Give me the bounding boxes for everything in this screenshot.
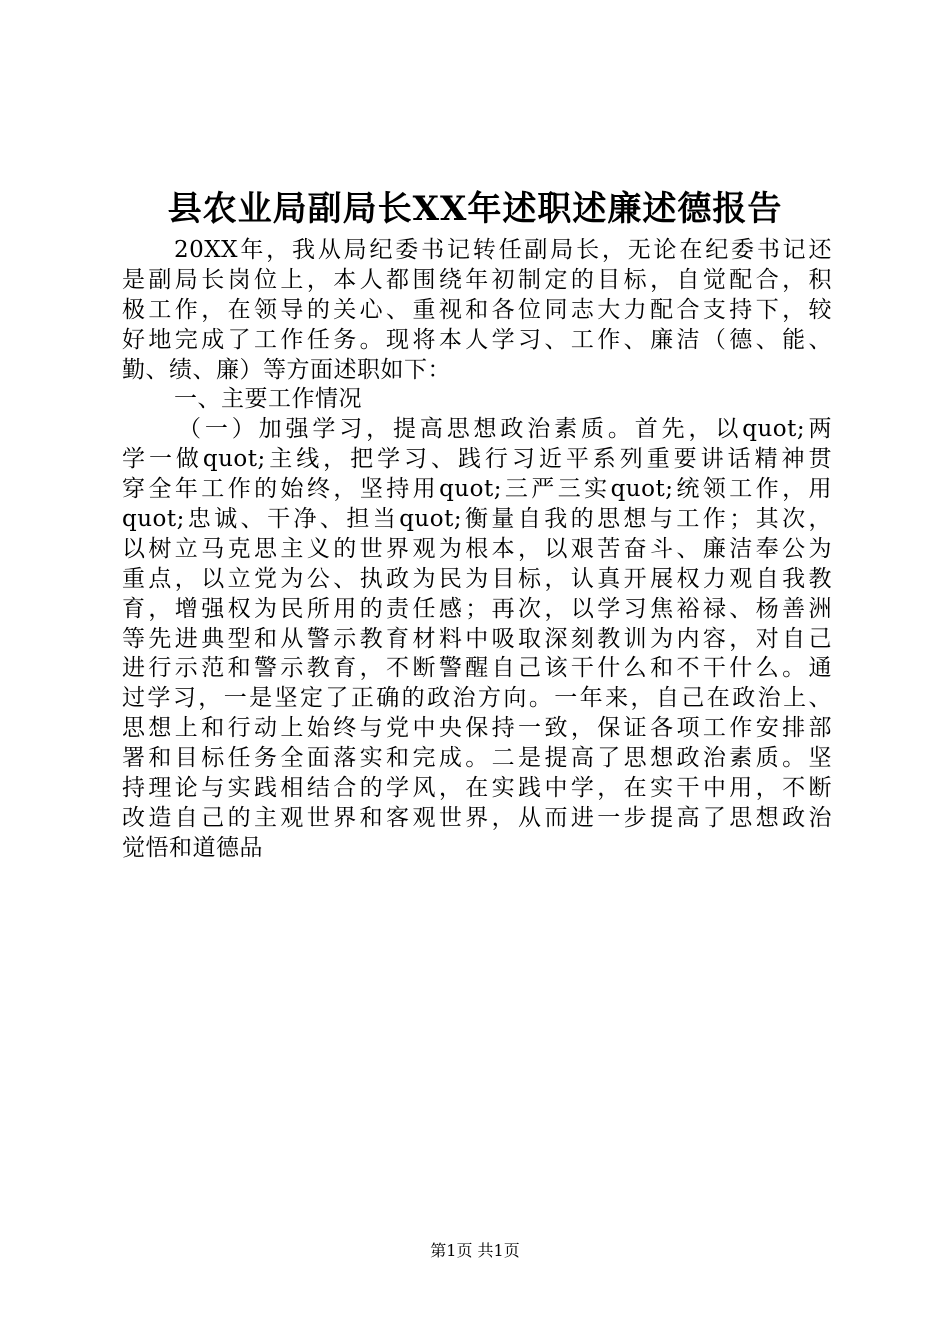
text-line: 重点，以立党为公、执政为民为目标，认真开展权力观自我教 xyxy=(122,565,832,592)
page-footer: 第1页 共1页 xyxy=(430,1241,520,1260)
text-line: 学一做quot;主线，把学习、践行习近平系列重要讲话精神贯 xyxy=(122,446,832,473)
text-line: 思想上和行动上始终与党中央保持一致，保证各项工作安排部 xyxy=(122,715,832,742)
text-line: 以树立马克思主义的世界观为根本，以艰苦奋斗、廉洁奉公为 xyxy=(122,535,832,562)
section-heading: 一、主要工作情况 xyxy=(174,386,362,413)
document-title: 县农业局副局长XX年述职述廉述德报告 xyxy=(167,189,783,229)
document-body xyxy=(122,236,832,864)
text-line: 是副局长岗位上，本人都围绕年初制定的目标，自觉配合，积 xyxy=(122,266,832,293)
text-line: 进行示范和警示教育，不断警醒自己该干什么和不干什么。通 xyxy=(122,655,832,682)
text-line: 过学习，一是坚定了正确的政治方向。一年来，自己在政治上、 xyxy=(122,685,832,712)
text-line: 等先进典型和从警示教育材料中吸取深刻教训为内容，对自己 xyxy=(122,625,832,652)
text-line: 觉悟和道德品 xyxy=(122,834,263,861)
text-line: 20XX年，我从局纪委书记转任副局长，无论在纪委书记还 xyxy=(174,237,832,263)
text-line: 穿全年工作的始终，坚持用quot;三严三实quot;统领工作，用 xyxy=(122,476,832,503)
text-line: 勤、绩、廉）等方面述职如下： xyxy=(122,356,451,383)
text-line: 极工作，在领导的关心、重视和各位同志大力配合支持下，较 xyxy=(122,296,832,323)
text-line: 好地完成了工作任务。现将本人学习、工作、廉洁（德、能、 xyxy=(122,326,832,353)
text-line: 署和目标任务全面落实和完成。二是提高了思想政治素质。坚 xyxy=(122,745,832,772)
text-line: quot;忠诚、干净、担当quot;衡量自我的思想与工作；其次， xyxy=(122,506,832,533)
text-line: 持理论与实践相结合的学风，在实践中学，在实干中用，不断 xyxy=(122,775,832,802)
text-line: 育，增强权为民所用的责任感；再次，以学习焦裕禄、杨善洲 xyxy=(122,595,832,622)
text-line: 改造自己的主观世界和客观世界，从而进一步提高了思想政治 xyxy=(122,804,832,831)
text-line: （一）加强学习，提高思想政治素质。首先，以quot;两 xyxy=(178,416,832,443)
